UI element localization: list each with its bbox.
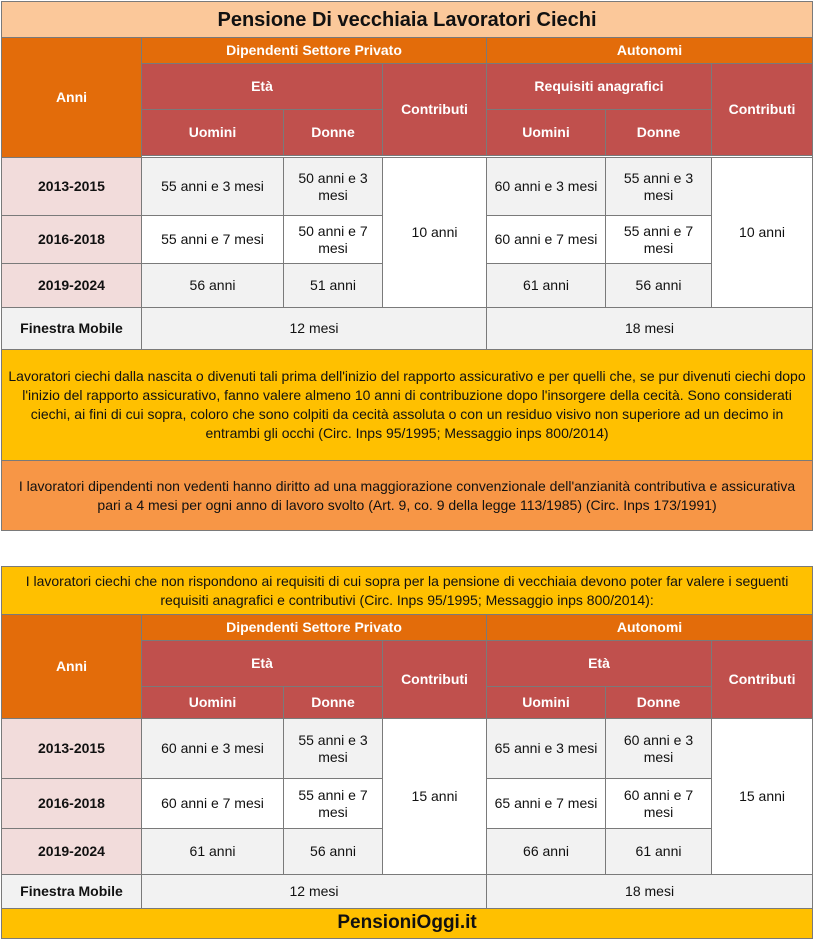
table-cell: 55 anni e 7 mesi (142, 216, 284, 264)
table-cell: 61 anni (606, 829, 712, 875)
donne-header: Donne (284, 687, 383, 719)
table-cell: 55 anni e 3 mesi (142, 158, 284, 216)
contributi-header: Contributi (712, 64, 813, 156)
group-autonomi-header: Autonomi (487, 38, 813, 64)
contributi-header: Contributi (383, 641, 487, 719)
group-autonomi-header: Autonomi (487, 615, 813, 641)
table-cell: 60 anni e 7 mesi (606, 779, 712, 829)
year-label: 2016-2018 (2, 216, 142, 264)
table-cell: 60 anni e 7 mesi (142, 779, 284, 829)
year-label: 2013-2015 (2, 158, 142, 216)
pension-table-1 (1, 1, 813, 531)
anni-header: Anni (2, 615, 142, 719)
table-cell: 61 anni (487, 264, 606, 308)
donne-header: Donne (606, 110, 712, 156)
table-cell: 60 anni e 7 mesi (487, 216, 606, 264)
table-cell: 55 anni e 7 mesi (606, 216, 712, 264)
table-cell: 61 anni (142, 829, 284, 875)
table-cell: 60 anni e 3 mesi (142, 719, 284, 779)
table-cell: 55 anni e 3 mesi (284, 719, 383, 779)
intro-text: I lavoratori ciechi che non rispondono ai requisiti di cui sopra per la pensione di vecchiaia devono poter far valere i seguenti requisiti anagrafici e contributivi (Circ. Inps 95/1995; Messaggio inps 800/2014): (2, 567, 813, 615)
year-label: 2019-2024 (2, 264, 142, 308)
table-cell: 50 anni e 3 mesi (284, 158, 383, 216)
note-text: Lavoratori ciechi dalla nascita o divenuti tali prima dell'inizio del rapporto assicurativo e per quelli che, se pur divenuti ciechi dopo l'inizio del rapporto assicurativo, fanno valere almeno 10 anni di contribuzione dopo l'insorgere della cecità. Sono considerati ciechi, ai fini di cui sopra, coloro che sono colpiti da cecità assoluta o con un residuo visivo non superiore ad un decimo in entrambi gli occhi (Circ. Inps 95/1995; Messaggio inps 800/2014) (2, 350, 813, 461)
eta-header: Età (142, 641, 383, 687)
table-cell: 55 anni e 7 mesi (284, 779, 383, 829)
pension-table-2 (1, 566, 813, 939)
table-cell: 60 anni e 3 mesi (487, 158, 606, 216)
dip-contributi-value: 10 anni (383, 158, 487, 308)
donne-header: Donne (606, 687, 712, 719)
finestra-mobile-label: Finestra Mobile (2, 875, 142, 909)
table-cell: 65 anni e 7 mesi (487, 779, 606, 829)
eta-header: Età (487, 641, 712, 687)
table-cell: 66 anni (487, 829, 606, 875)
aut-contributi-value: 10 anni (712, 158, 813, 308)
uomini-header: Uomini (142, 110, 284, 156)
table-cell: 50 anni e 7 mesi (284, 216, 383, 264)
finestra-dip-value: 12 mesi (142, 875, 487, 909)
finestra-aut-value: 18 mesi (487, 875, 813, 909)
eta-header: Età (142, 64, 383, 110)
table-cell: 51 anni (284, 264, 383, 308)
uomini-header: Uomini (142, 687, 284, 719)
year-label: 2019-2024 (2, 829, 142, 875)
table-title: Pensione Di vecchiaia Lavoratori Ciechi (2, 2, 813, 38)
finestra-mobile-label: Finestra Mobile (2, 308, 142, 350)
finestra-aut-value: 18 mesi (487, 308, 813, 350)
contributi-header: Contributi (712, 641, 813, 719)
table-cell: 65 anni e 3 mesi (487, 719, 606, 779)
dip-contributi-value: 15 anni (383, 719, 487, 875)
table-cell: 56 anni (142, 264, 284, 308)
uomini-header: Uomini (487, 687, 606, 719)
year-label: 2013-2015 (2, 719, 142, 779)
brand-label: PensioniOggi.it (2, 909, 813, 939)
group-dipendenti-header: Dipendenti Settore Privato (142, 615, 487, 641)
anni-header: Anni (2, 38, 142, 158)
contributi-header: Contributi (383, 64, 487, 156)
finestra-dip-value: 12 mesi (142, 308, 487, 350)
uomini-header: Uomini (487, 110, 606, 156)
year-label: 2016-2018 (2, 779, 142, 829)
table-cell: 56 anni (606, 264, 712, 308)
table-cell: 55 anni e 3 mesi (606, 158, 712, 216)
group-dipendenti-header: Dipendenti Settore Privato (142, 38, 487, 64)
donne-header: Donne (284, 110, 383, 156)
table-cell: 60 anni e 3 mesi (606, 719, 712, 779)
aut-contributi-value: 15 anni (712, 719, 813, 875)
note-text: I lavoratori dipendenti non vedenti hanno diritto ad una maggiorazione convenzionale dell'anzianità contributiva e assicurativa pari a 4 mesi per ogni anno di lavoro svolto (Art. 9, co. 9 della legge 113/1985) (Circ. Inps 173/1991) (2, 461, 813, 531)
requisiti-header: Requisiti anagrafici (487, 64, 712, 110)
table-cell: 56 anni (284, 829, 383, 875)
